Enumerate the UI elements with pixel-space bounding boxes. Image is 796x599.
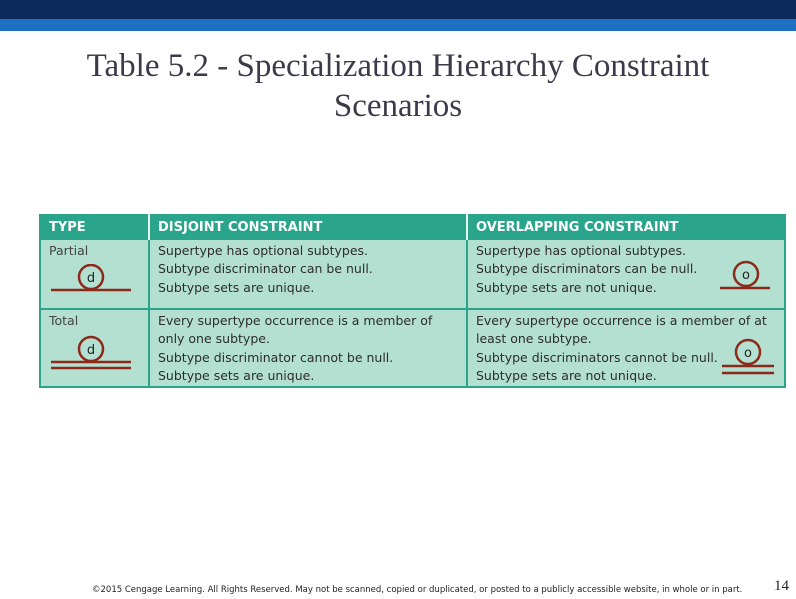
partial-disjoint-symbol-icon xyxy=(49,264,133,294)
disjoint-total-line-3: Subtype discriminator cannot be null. xyxy=(158,349,394,365)
disjoint-total-line-2: only one subtype. xyxy=(158,331,270,347)
total-overlapping-symbol-icon xyxy=(718,336,782,380)
type-label-total: Total xyxy=(49,313,79,328)
partial-overlapping-symbol-icon xyxy=(714,258,780,290)
slide-title-line-2: Scenarios xyxy=(333,88,463,124)
cell-overlapping-total xyxy=(467,309,785,387)
disjoint-total-line-4: Subtype sets are unique. xyxy=(158,367,315,383)
constraint-table xyxy=(39,214,786,388)
cell-overlapping-partial xyxy=(467,239,785,309)
header-overlapping: OVERLAPPING CONSTRAINT xyxy=(467,215,785,239)
cell-disjoint-partial xyxy=(149,239,467,309)
header-bar-dark xyxy=(0,0,796,19)
cell-type-partial xyxy=(40,239,149,309)
table-row xyxy=(40,239,785,309)
svg-text:d: d xyxy=(86,343,96,358)
table-header-row xyxy=(40,215,785,239)
page-number: 14 xyxy=(774,578,789,594)
disjoint-partial-line-1: Supertype has optional subtypes. xyxy=(158,243,368,258)
header-type: TYPE xyxy=(40,215,149,239)
slide-title-line-1: Table 5.2 - Specialization Hierarchy Constraint xyxy=(86,48,710,84)
table-row xyxy=(40,309,785,387)
overlapping-partial-line-3: Subtype sets are not unique. xyxy=(476,279,657,295)
overlapping-total-line-1: Every supertype occurrence is a member of at xyxy=(476,313,767,328)
svg-text:d: d xyxy=(86,271,96,286)
cell-type-total xyxy=(40,309,149,387)
svg-text:o: o xyxy=(742,268,750,283)
cell-disjoint-total xyxy=(149,309,467,387)
overlapping-total-line-2: least one subtype. xyxy=(476,331,592,347)
disjoint-partial-line-3: Subtype sets are unique. xyxy=(158,279,315,295)
overlapping-partial-line-1: Supertype has optional subtypes. xyxy=(476,243,686,258)
overlapping-total-line-4: Subtype sets are not unique. xyxy=(476,367,657,383)
svg-text:o: o xyxy=(744,346,752,361)
copyright-footer: ©2015 Cengage Learning. All Rights Reserved. May not be scanned, copied or duplicated, or posted to a publicly accessible website, in whole or in part. xyxy=(92,585,743,595)
disjoint-total-line-1: Every supertype occurrence is a member of xyxy=(158,313,433,328)
total-disjoint-symbol-icon xyxy=(49,334,133,374)
overlapping-total-line-3: Subtype discriminators cannot be null. xyxy=(476,349,718,365)
type-label-partial: Partial xyxy=(49,243,89,258)
header-disjoint: DISJOINT CONSTRAINT xyxy=(149,215,467,239)
disjoint-partial-line-2: Subtype discriminator can be null. xyxy=(158,261,373,277)
header-bar-light xyxy=(0,19,796,31)
overlapping-partial-line-2: Subtype discriminators can be null. xyxy=(476,261,698,277)
slide-title xyxy=(0,46,796,126)
